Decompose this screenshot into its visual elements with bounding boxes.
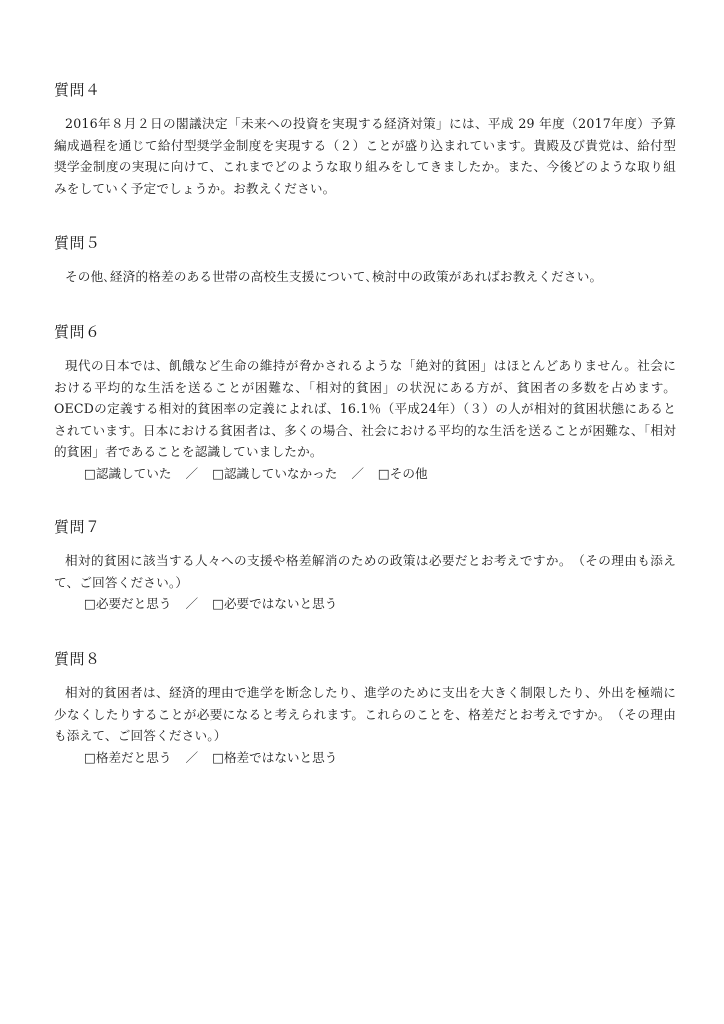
question-4 [54,80,676,199]
choice-separator: ／ [185,596,199,611]
question-7-body: 相対的貧困に該当する人々への支援や格差解消のための政策は必要だとお考えですか。 （その理由も添えて、ご回答ください。） [54,553,676,590]
question-8-body: 相対的貧困者は、経済的理由で進学を断念したり、進学のために支出を大きく制限したり、外出を極端に少なくしたりすることが必要になると考えられます。これらのことを、格差だとお考えですか。 （その理由も添えて、ご回答ください。） [54,685,676,743]
question-8-title: 質問８ [54,650,101,668]
choice-not-necessary[interactable]: □必要ではないと思う [212,596,338,611]
choice-other[interactable]: □その他 [377,465,428,481]
question-8-choices [54,747,676,769]
question-7-choices [54,593,676,615]
choice-separator: ／ [185,749,199,765]
question-8 [54,649,676,768]
choice-not-disparity[interactable]: □格差ではないと思う [212,749,338,765]
question-5 [54,233,676,288]
question-6-body: 現代の日本では、飢餓など生命の維持が脅かされるような「絶対的貧困」はほとんどありません。社会における平均的な生活を送ることが困難な、「相対的貧困」の状況にある方が、貧困者の多数を占めます。OECDの定義する相対的貧困率の定義によれば、16.1％（平成24年）（３）の人が相対的貧困状態にあるとされています。日本における貧困者は、多くの場合、社会における平均的な生活を送ることが困難な、「相対的貧困」者であることを認識していましたか。 [54,358,676,459]
choice-is-disparity[interactable]: □格差だと思う [84,749,172,765]
question-6-title: 質問６ [54,323,101,341]
question-4-body: 2016年８月２日の閣議決定「未来への投資を実現する経済対策」には、平成 29 年度（2017年度）予算編成過程を通じて給付型奨学金制度を実現する（２）ことが盛り込まれています。貴殿及び貴党は、給付型奨学金制度の実現に向けて、これまでどのような取り組みをしてきましたか。また、今後どのような取り組みをしていく予定でしょうか。お教えください。 [54,116,676,196]
question-4-title: 質問４ [54,81,101,99]
question-6 [54,322,676,484]
question-5-title: 質問５ [54,234,101,252]
choice-recognized[interactable]: □認識していた [84,465,172,481]
question-7-title: 質問７ [54,518,101,536]
choice-separator: ／ [351,465,364,481]
question-5-body: その他､経済的格差のある世帯の高校生支援について､検討中の政策があればお教えください。 [65,269,603,284]
choice-not-recognized[interactable]: □認識していなかった [212,465,338,481]
question-7 [54,517,676,615]
choice-necessary[interactable]: □必要だと思う [84,596,172,611]
choice-separator: ／ [185,465,199,481]
question-6-choices [54,463,676,485]
